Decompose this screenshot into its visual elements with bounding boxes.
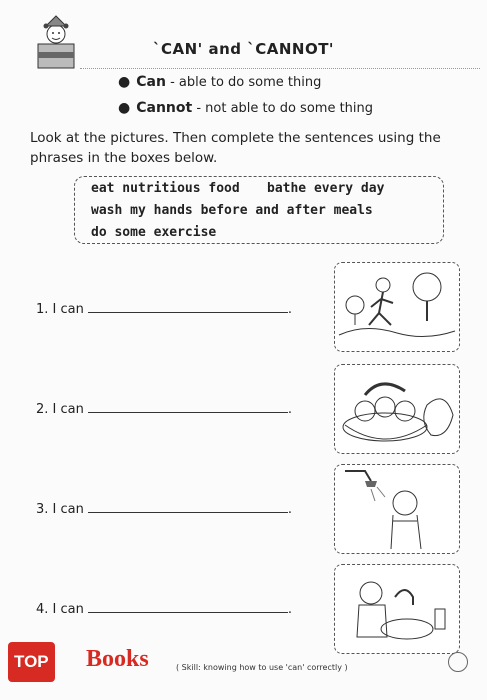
definition-term: Can (136, 74, 166, 90)
question-2 (36, 402, 292, 417)
answer-line[interactable] (88, 502, 288, 513)
running-boy-icon (335, 263, 459, 351)
logo-top-text: TOP (8, 642, 55, 682)
phrase-item: bathe every day (267, 181, 385, 196)
question-3 (36, 502, 292, 517)
question-label: 4. I can (36, 602, 84, 617)
definition-term: Cannot (136, 100, 193, 116)
question-1 (36, 302, 292, 317)
instruction-text: Look at the pictures. Then complete the sentences using the phrases in the boxes below. (30, 130, 441, 166)
answer-line[interactable] (88, 302, 288, 313)
shower-child-icon (335, 465, 459, 553)
definition-meaning: - not able to do some thing (196, 101, 374, 116)
handwashing-child-icon (335, 565, 459, 653)
definition-meaning: - able to do some thing (170, 75, 322, 90)
question-end: . (287, 402, 292, 417)
question-label: 3. I can (36, 502, 84, 517)
question-label: 2. I can (36, 402, 84, 417)
phrase-item: eat nutritious food (91, 181, 240, 196)
question-end: . (287, 502, 292, 517)
phrase-box (74, 176, 444, 244)
phrase-item: do some exercise (91, 225, 217, 240)
definition-can (118, 74, 321, 90)
logo-books-text: Books (86, 646, 149, 672)
skill-note: ( Skill: knowing how to use 'can' correctly ) (176, 663, 348, 672)
question-4 (36, 602, 292, 617)
answer-line[interactable] (88, 602, 288, 613)
phrase-item: wash my hands before and after meals (91, 203, 373, 218)
title-divider (80, 68, 480, 69)
food-basket-icon (335, 365, 459, 453)
question-label: 1. I can (36, 302, 84, 317)
shower-picture (334, 464, 460, 554)
answer-line[interactable] (88, 402, 288, 413)
bullet-icon: ● (118, 100, 131, 116)
definition-cannot (118, 100, 373, 116)
handwashing-picture (334, 564, 460, 654)
bullet-icon: ● (118, 74, 131, 90)
food-basket-picture (334, 364, 460, 454)
question-end: . (287, 602, 292, 617)
page-title: `CAN' and `CANNOT' (152, 40, 335, 58)
running-picture (334, 262, 460, 352)
question-end: . (287, 302, 292, 317)
page-corner-icon (448, 652, 468, 672)
topbooks-logo (8, 642, 188, 690)
